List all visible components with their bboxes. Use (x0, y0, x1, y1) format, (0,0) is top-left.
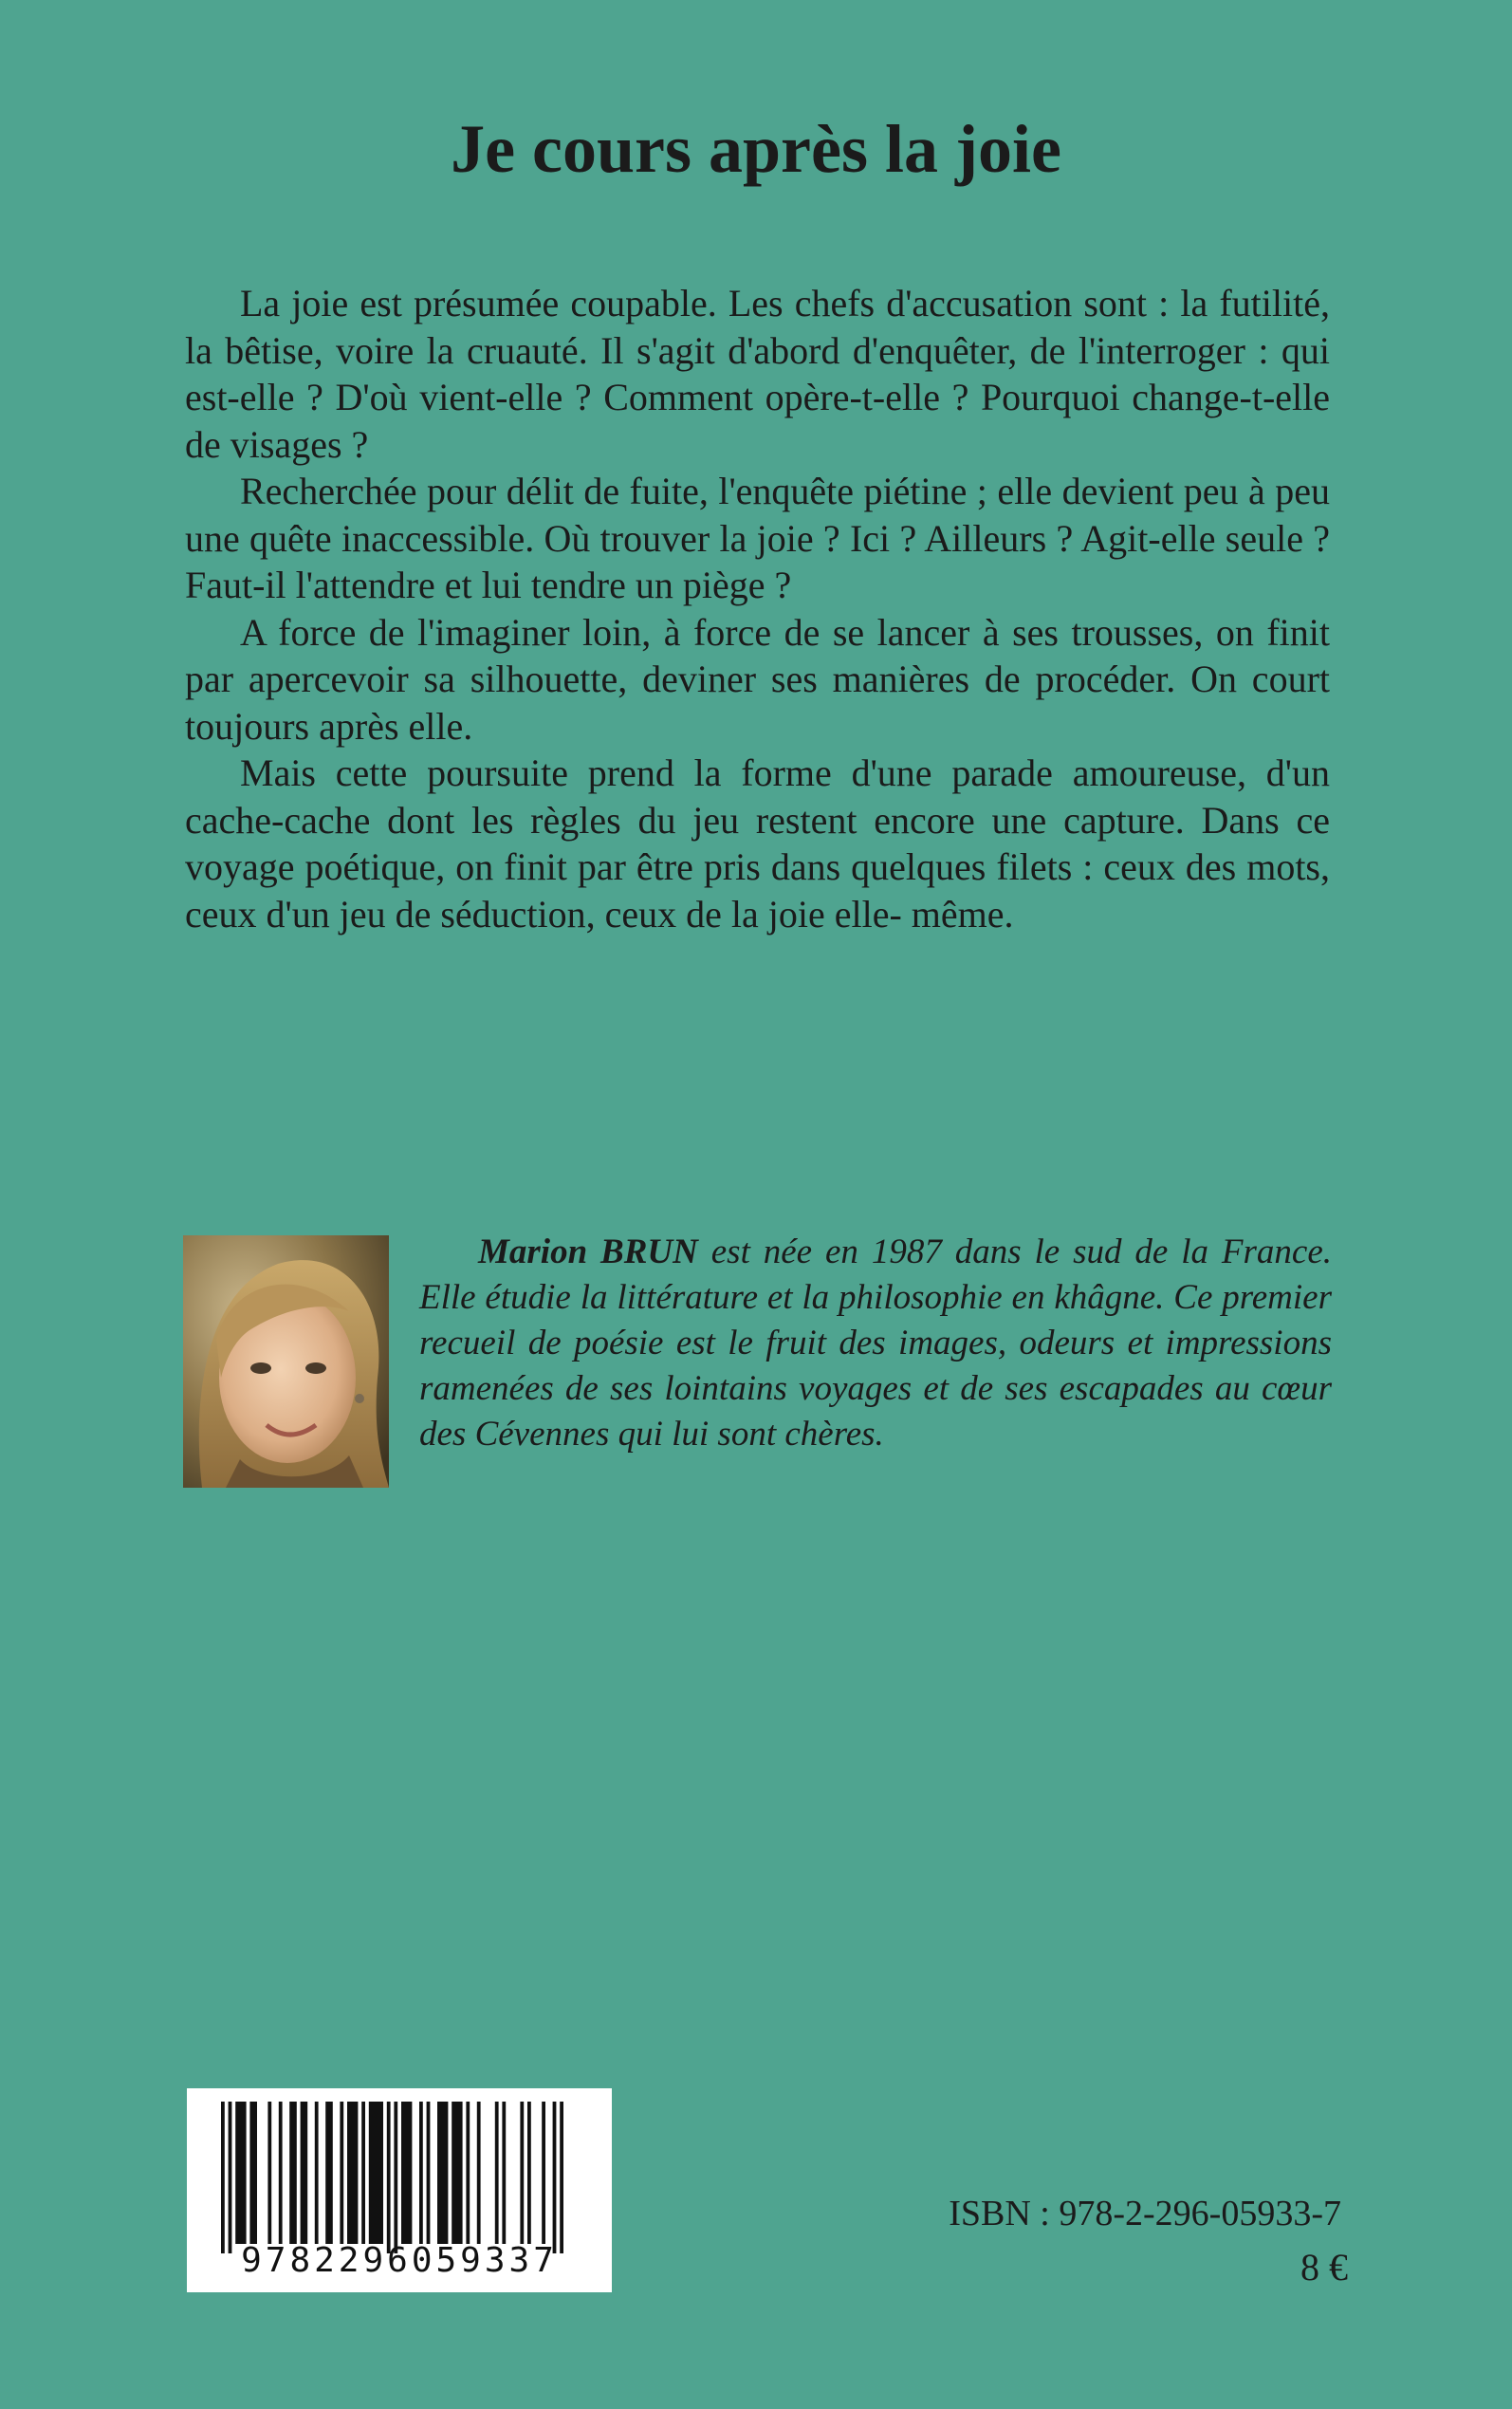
book-title: Je cours après la joie (451, 111, 1061, 187)
author-portrait-image (183, 1235, 389, 1488)
barcode-bar (221, 2102, 225, 2253)
barcode-bar (553, 2102, 557, 2253)
barcode-bar (437, 2102, 448, 2244)
barcode-bar (560, 2102, 563, 2253)
barcode-bar (394, 2102, 397, 2253)
price: 8 € (1300, 2246, 1348, 2289)
barcode-bar (347, 2102, 358, 2244)
barcode-bar (427, 2102, 431, 2244)
barcode-bar (289, 2102, 297, 2244)
barcode-bar (387, 2102, 391, 2253)
barcode-bar (249, 2102, 257, 2244)
blurb-paragraph-4: Mais cette poursuite prend la forme d'une parade amoureuse, d'un cache-cache dont les règles du jeu restent encore une capture. Dans ce voyage poétique, on finit par être pris dans quelques filets : ceux des mots, ceux d'un jeu de séduction, ceux de la joie elle- même. (185, 751, 1330, 936)
author-bio (419, 1230, 1332, 1457)
barcode-bar (466, 2102, 470, 2244)
isbn-number: ISBN : 978-2-296-05933-7 (949, 2194, 1341, 2233)
author-photo (183, 1235, 389, 1488)
back-cover-blurb (185, 280, 1330, 937)
author-bio-text: est née en 1987 dans le sud de la France. Elle étudie la littérature et la philosophie en khâgne. Ce premier recueil de poésie est le fruit des images, odeurs et impressions ramenées de ses lointains voyages et de ses escapades au cœur des Cévennes qui lui sont chères. (419, 1232, 1333, 1454)
barcode-bar (315, 2102, 319, 2244)
barcode-bar (279, 2102, 283, 2244)
blurb-paragraph-1: La joie est présumée coupable. Les chefs d'accusation sont : la futilité, la bêtise, voire la cruauté. Il s'agit d'abord d'enquêter, de l'interroger : qui est-elle ? D'où vient-elle ? Comment opère-t-elle ? Pourquoi change-t-elle de visages ? (185, 282, 1330, 466)
barcode-bar (235, 2102, 246, 2244)
blurb-paragraph-2: Recherchée pour délit de fuite, l'enquête piétine ; elle devient peu à peu une quête inaccessible. Où trouver la joie ? Ici ? Ailleurs ? Agit-elle seule ? Faut-il l'attendre et lui tendre un piège ? (185, 470, 1330, 606)
barcode-bar (229, 2102, 232, 2253)
barcode-bar (452, 2102, 462, 2244)
barcode-bar (401, 2102, 412, 2244)
barcode-bar (419, 2102, 423, 2244)
barcode-bar (325, 2102, 333, 2244)
barcode-bar (477, 2102, 481, 2244)
barcode-bar (301, 2102, 308, 2244)
author-name: Marion BRUN (478, 1232, 698, 1271)
barcode-bar (361, 2102, 365, 2244)
barcode-bar (267, 2102, 271, 2244)
barcode-bar (340, 2102, 343, 2244)
barcode-bar (369, 2102, 383, 2244)
barcode-bar (502, 2102, 506, 2244)
barcode-bar (495, 2102, 499, 2244)
barcode (187, 2088, 612, 2292)
blurb-paragraph-3: A force de l'imaginer loin, à force de se lancer à ses trousses, on finit par apercevoir sa silhouette, deviner ses manières de procéder. On court toujours après elle. (185, 610, 1330, 748)
barcode-digits: 9782296059337 (241, 2241, 558, 2280)
barcode-bar (542, 2102, 545, 2244)
barcode-bar (527, 2102, 531, 2244)
barcode-bar (520, 2102, 524, 2244)
